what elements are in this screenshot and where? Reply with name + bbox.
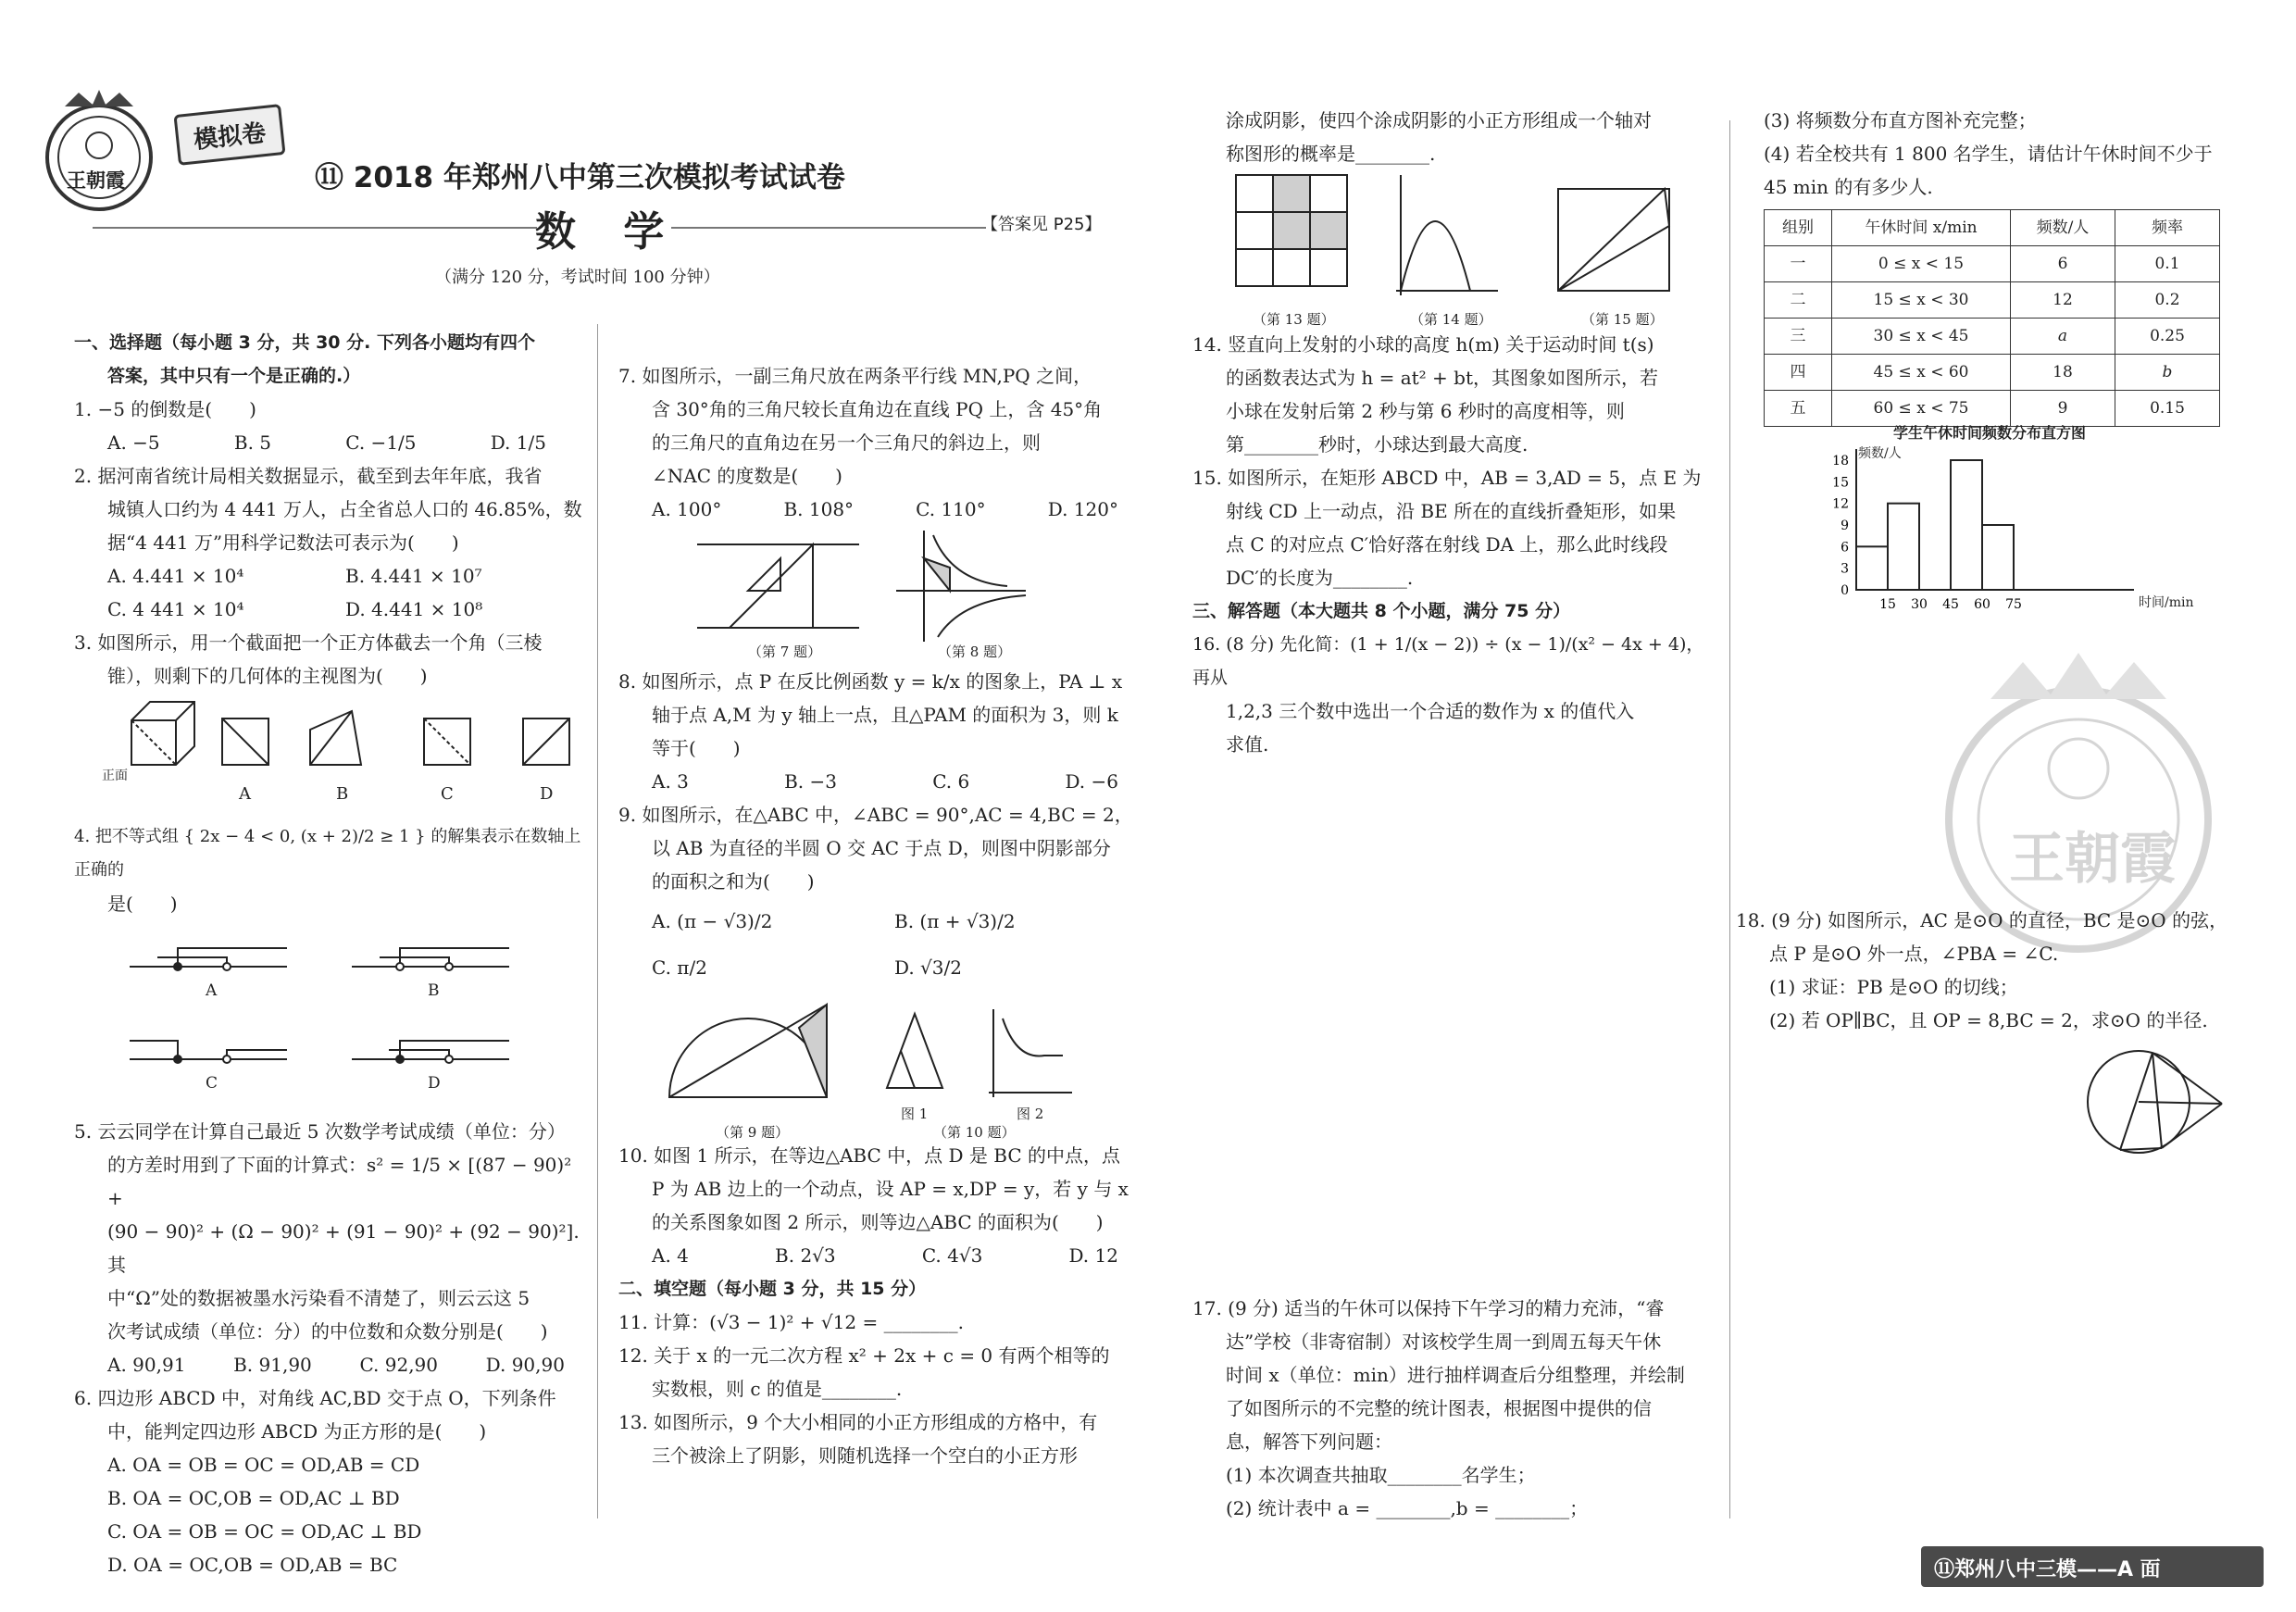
q1-option-d: D. 1/5: [490, 431, 546, 454]
q3-label-d: D: [540, 784, 554, 804]
q10-options: [618, 1239, 1137, 1272]
q9-options: [618, 898, 1137, 991]
q15-line-3: 点 C 的对应点 C′恰好落在射线 DA 上，那么此时线段: [1226, 533, 1668, 556]
histogram-y-tick: 6: [1841, 540, 1849, 556]
table-cell: 二: [1765, 282, 1832, 319]
q14-graph: [1396, 175, 1498, 295]
subject-title: 数 学: [535, 208, 681, 256]
q8-option-b: B. −3: [784, 770, 837, 793]
section-3-title: 三、解答题（本大题共 8 个小题，满分 75 分）: [1192, 601, 1571, 621]
q4-stem-2: 是( ): [107, 893, 178, 915]
subject-rule: [93, 227, 537, 229]
q7-option-c: C. 110°: [916, 498, 986, 520]
table-header: 组别: [1765, 210, 1832, 246]
answer-ref: 【答案见 P25】: [981, 215, 1102, 234]
q3-figures-svg: [74, 693, 583, 785]
q7-options: [618, 493, 1137, 526]
q16-line-3: 求值.: [1226, 733, 1269, 756]
table-header: 午休时间 x/min: [1832, 210, 2011, 246]
q17-part-3: (3) 将频数分布直方图补充完整；: [1764, 109, 2037, 131]
q7-line-3: 的三角尺的直角边在另一个三角尺的斜边上，则: [652, 431, 1041, 454]
q5-option-c: C. 92,90: [359, 1354, 438, 1376]
q3-figures: [74, 693, 583, 785]
q11: 11. 计算：(√3 − 1)² + √12 = ________.: [618, 1311, 964, 1333]
table-cell: 60 ≤ x < 75: [1832, 391, 2011, 427]
column-2: [618, 359, 1137, 1472]
q3-option-b-shape: [310, 711, 361, 765]
q5-options: [74, 1348, 583, 1381]
histogram-y-tick: 3: [1841, 561, 1849, 577]
q9-line-1: 9. 如图所示，在△ABC 中，∠ABC = 90°,AC = 4,BC = 2，: [618, 804, 1133, 826]
q17-line-2: 达”学校（非寄宿制）对该校学生周一到周五每天午休: [1226, 1331, 1662, 1353]
table-header: 频数/人: [2011, 210, 2115, 246]
divider-1: [597, 324, 598, 1518]
q10-option-b: B. 2√3: [775, 1244, 836, 1267]
table-cell: 15 ≤ x < 30: [1832, 282, 2011, 319]
q8-line-1: 8. 如图所示，点 P 在反比例函数 y = k/x 的图象上，PA ⊥ x: [618, 670, 1123, 693]
table-cell: 0.1: [2115, 246, 2220, 282]
table-header-row: [1765, 210, 2220, 246]
q4-label-c: C: [206, 1074, 218, 1093]
badge-text: 模拟卷: [192, 119, 268, 155]
table-cell: 0.25: [2115, 319, 2220, 355]
histogram-bar: [1888, 504, 1919, 590]
q1-option-a: A. −5: [107, 431, 160, 454]
q17-part-4: (4) 若全校共有 1 800 名学生，请估计午休时间不少于: [1764, 143, 2213, 165]
table-cell: 一: [1765, 246, 1832, 282]
section-2-title: 二、填空题（每小题 3 分，共 15 分）: [618, 1279, 927, 1299]
column-4: [1764, 104, 2264, 427]
table-cell: 9: [2011, 391, 2115, 427]
section-1-title-2: 答案，其中只有一个是正确的.）: [107, 366, 361, 386]
q1-option-b: B. 5: [233, 431, 272, 454]
table-row: [1765, 282, 2220, 319]
q9-option-b: B. (π + √3)/2: [894, 910, 1016, 932]
q14-caption: （第 14 题）: [1410, 311, 1492, 328]
table-row: [1765, 355, 2220, 391]
q15-rect: [1558, 189, 1669, 291]
table-cell: 30 ≤ x < 45: [1832, 319, 2011, 355]
q4-label-b: B: [428, 981, 440, 1000]
q15-line-1: 15. 如图所示，在矩形 ABCD 中，AB = 3,AD = 5，点 E 为: [1192, 467, 1702, 489]
q10-option-d: D. 12: [1068, 1244, 1118, 1267]
q7-option-b: B. 108°: [783, 498, 855, 520]
q5-line-5: 次考试成绩（单位：分）的中位数和众数分别是( ): [107, 1320, 548, 1343]
q8-options: [618, 765, 1137, 798]
histogram-xlabel: 时间/min: [2139, 595, 2194, 610]
q13-cont-1: 涂成阴影，使四个涂成阴影的小正方形组成一个轴对: [1226, 109, 1652, 131]
q18-line-2: 点 P 是⊙O 外一点，∠PBA = ∠C.: [1769, 943, 2059, 965]
q2-line-3: 据“4 441 万”用科学记数法可表示为( ): [107, 531, 459, 554]
badge: [173, 104, 285, 166]
q2-option-a: A. 4.441 × 10⁴: [107, 565, 244, 587]
q14-line-2: 的函数表达式为 h = at² + bt，其图象如图所示，若: [1226, 367, 1659, 389]
histogram: [1810, 421, 2199, 620]
histogram-bar: [1982, 525, 2014, 590]
q18-line-1: 18. (9 分) 如图所示，AC 是⊙O 的直径，BC 是⊙O 的弦，: [1736, 909, 2228, 931]
q1-stem: 1. −5 的倒数是( ): [74, 398, 256, 420]
q13-q15-figures-svg: [1192, 170, 1711, 309]
q13-q15-figures: [1192, 170, 1711, 328]
q18-block: [1736, 904, 2264, 1037]
q10-caption: （第 10 题）: [933, 1124, 1016, 1141]
q6-option-c: C. OA = OB = OC = OD,AC ⊥ BD: [107, 1520, 422, 1543]
q7-q8-figures-svg: [618, 526, 1137, 646]
q4-number-lines: [74, 920, 583, 1115]
q17-line-4: 了如图所示的不完整的统计图表，根据图中提供的信: [1226, 1397, 1652, 1419]
q5-line-2: 的方差时用到了下面的计算式：s² = 1/5 × [(87 − 90)² +: [107, 1154, 572, 1209]
histogram-y-tick: 18: [1832, 454, 1849, 469]
q3-label-a: A: [239, 784, 251, 804]
q8-option-d: D. −6: [1065, 770, 1118, 793]
q7-line-2: 含 30°角的三角尺较长直角边在直线 PQ 上，含 45°角: [652, 398, 1103, 420]
q17-line-3: 时间 x（单位：min）进行抽样调查后分组整理，并绘制: [1226, 1364, 1685, 1386]
q18-part-2: (2) 若 OP∥BC，且 OP = 8,BC = 2，求⊙O 的半径.: [1769, 1009, 2208, 1031]
q2-options: [74, 559, 583, 626]
q2-line-2: 城镇人口约为 4 441 万人，占全省总人口的 46.85%，数: [107, 498, 582, 520]
q10-figure-2: [989, 1009, 1072, 1097]
exam-number: ⑪: [315, 161, 343, 194]
logo: [37, 88, 162, 213]
q18-part-1: (1) 求证：PB 是⊙O 的切线；: [1769, 976, 2018, 998]
divider-2: [1729, 120, 1730, 1518]
q6-option-a: A. OA = OB = OC = OD,AB = CD: [107, 1454, 420, 1476]
q5-option-b: B. 91,90: [233, 1354, 312, 1376]
q8-line-2: 轴于点 A,M 为 y 轴上一点，且△PAM 的面积为 3，则 k: [652, 704, 1118, 726]
table-cell: 0.2: [2115, 282, 2220, 319]
q9-line-3: 的面积之和为( ): [652, 870, 815, 893]
q7-line-4: ∠NAC 的度数是( ): [652, 465, 842, 487]
histogram-x-tick: 75: [2005, 597, 2022, 612]
table-cell: 45 ≤ x < 60: [1832, 355, 2011, 391]
q3-front-label: 正面: [102, 769, 128, 783]
q9-line-2: 以 AB 为直径的半圆 O 交 AC 于点 D，则图中阴影部分: [652, 837, 1111, 859]
histogram-bar: [1856, 546, 1888, 590]
q3-labels: [74, 785, 583, 813]
q15-line-4: DC′的长度为________.: [1226, 567, 1414, 589]
histogram-y-tick: 15: [1832, 475, 1849, 491]
watermark-text: 王朝霞: [2009, 827, 2176, 892]
q17-block: [1192, 1292, 1711, 1525]
table-cell: 6: [2011, 246, 2115, 282]
q4-line-c: [130, 1041, 287, 1063]
q17-part-2: (2) 统计表中 a = ________,b = ________；: [1226, 1497, 1589, 1519]
q3-cube: [131, 702, 194, 765]
q9-figure: [669, 1005, 827, 1097]
q13-grid: [1236, 175, 1347, 286]
q16-line-1: 16. (8 分) 先化简：(1 + 1/(x − 2)) ÷ (x − 1)/(x² − 4x + 4)，再从: [1192, 634, 1704, 688]
q9-option-a: A. (π − √3)/2: [652, 910, 773, 932]
q1-option-c: C. −1/5: [345, 431, 417, 454]
footer-bar: [1921, 1546, 2264, 1587]
q9-q10-figures-svg: [618, 991, 1137, 1120]
subject-rule-right: [671, 227, 986, 229]
q14-line-4: 第________秒时，小球达到最大高度.: [1226, 433, 1529, 456]
q13-caption: （第 13 题）: [1253, 311, 1335, 328]
q5-option-d: D. 90,90: [485, 1354, 565, 1376]
exam-title: [315, 154, 845, 195]
q9-option-c: C. π/2: [652, 956, 707, 979]
q4-stem: 4. 把不等式组 { 2x − 4 < 0, (x + 2)/2 ≥ 1 } 的解集表示在数轴上正确的: [74, 827, 581, 880]
q9-option-d: D. √3/2: [894, 956, 962, 979]
histogram-y-tick: 9: [1841, 519, 1849, 533]
q4-label-d: D: [428, 1074, 441, 1093]
q7-figure: [697, 544, 859, 628]
q5-line-3: (90 − 90)² + (Ω − 90)² + (91 − 90)² + (92 − 90)²]. 其: [107, 1220, 580, 1276]
q8-option-a: A. 3: [652, 770, 689, 793]
histogram-x-tick: 60: [1974, 597, 1990, 612]
q12-line-1: 12. 关于 x 的一元二次方程 x² + 2x + c = 0 有两个相等的: [618, 1344, 1110, 1367]
q18-figure-svg: [2074, 1037, 2240, 1167]
q2-option-b: B. 4.441 × 10⁷: [345, 565, 482, 587]
q7-line-1: 7. 如图所示，一副三角尺放在两条平行线 MN,PQ 之间，: [618, 365, 1092, 387]
q6-option-b: B. OA = OC,OB = OD,AC ⊥ BD: [107, 1487, 400, 1509]
q17-line-5: 息，解答下列问题：: [1226, 1431, 1392, 1453]
q13-line-1: 13. 如图所示，9 个大小相同的小正方形组成的方格中，有: [618, 1411, 1098, 1433]
q10-option-c: C. 4√3: [921, 1244, 983, 1267]
q13-line-2: 三个被涂上了阴影，则随机选择一个空白的小正方形: [652, 1444, 1078, 1467]
footer-label: ⑪郑州八中三模——A 面: [1934, 1558, 2161, 1581]
histogram-title: 学生午休时间频数分布直方图: [1893, 424, 2087, 442]
q10-figure-1: [887, 1014, 942, 1088]
q8-caption: （第 8 题）: [938, 644, 1012, 660]
q2-option-c: C. 4 441 × 10⁴: [107, 598, 244, 620]
section-1-title: 一、选择题（每小题 3 分，共 30 分. 下列各小题均有四个: [74, 332, 535, 353]
q8-option-c: C. 6: [932, 770, 970, 793]
table-row: [1765, 246, 2220, 282]
q17-part-4-cont: 45 min 的有多少人.: [1764, 176, 1933, 198]
q12-line-2: 实数根，则 c 的值是________.: [652, 1378, 903, 1400]
q1-options: [74, 426, 583, 459]
column-3: [1192, 104, 1711, 761]
q15-caption: （第 15 题）: [1581, 311, 1664, 328]
q4-number-lines-svg: [74, 920, 583, 1115]
table-cell: 三: [1765, 319, 1832, 355]
table-cell: b: [2115, 355, 2220, 391]
q5-option-a: A. 90,91: [107, 1354, 186, 1376]
table-cell: 0.15: [2115, 391, 2220, 427]
q3-label-b: B: [336, 784, 349, 804]
q17-line-1: 17. (9 分) 适当的午休可以保持下午学习的精力充沛，“睿: [1192, 1297, 1665, 1319]
histogram-y-tick: 12: [1832, 496, 1849, 512]
table-cell: a: [2011, 319, 2115, 355]
frequency-table: [1764, 209, 2220, 427]
q7-caption: （第 7 题）: [748, 644, 822, 660]
histogram-bar: [1951, 460, 1982, 590]
q4-line-d: [352, 1041, 509, 1063]
q14-line-3: 小球在发射后第 2 秒与第 6 秒时的高度相等，则: [1226, 400, 1625, 422]
table-row: [1765, 319, 2220, 355]
q16-line-2: 1,2,3 三个数中选出一个合适的数作为 x 的值代入: [1226, 700, 1635, 722]
table-cell: 18: [2011, 355, 2115, 391]
title-text: 2018 年郑州八中第三次模拟考试试卷: [353, 161, 845, 194]
table-cell: 0 ≤ x < 15: [1832, 246, 2011, 282]
q13-cont-2: 称图形的概率是________.: [1226, 143, 1436, 165]
histogram-x-tick: 30: [1911, 597, 1928, 612]
q18-figure: [2074, 1037, 2240, 1167]
q4-line-b: [352, 948, 509, 970]
q7-q8-figures: [618, 526, 1137, 665]
q9-q10-figures: [618, 991, 1137, 1139]
q10-fig2-caption: 图 2: [1017, 1106, 1044, 1122]
q6-line-2: 中，能判定四边形 ABCD 为正方形的是( ): [107, 1420, 487, 1443]
histogram-y-tick: 0: [1841, 583, 1849, 598]
q7-option-a: A. 100°: [652, 498, 722, 520]
q10-line-2: P 为 AB 边上的一个动点，设 AP = x,DP = y，若 y 与 x: [652, 1178, 1129, 1200]
q10-line-3: 的关系图象如图 2 所示，则等边△ABC 的面积为( ): [652, 1211, 1104, 1233]
q2-line-1: 2. 据河南省统计局相关数据显示，截至到去年年底，我省: [74, 465, 543, 487]
q5-line-4: 中“Ω”处的数据被墨水污染看不清楚了，则云云这 5: [107, 1287, 530, 1309]
q5-line-1: 5. 云云同学在计算自己最近 5 次数学考试成绩（单位：分）: [74, 1120, 566, 1143]
q6-line-1: 6. 四边形 ABCD 中，对角线 AC,BD 交于点 O，下列条件: [74, 1387, 556, 1409]
table-header: 频率: [2115, 210, 2220, 246]
column-1: [74, 326, 583, 1581]
q4-line-a: [130, 948, 287, 970]
q3-line-1: 3. 如图所示，用一个截面把一个正方体截去一个角（三棱: [74, 631, 543, 654]
q8-line-3: 等于( ): [652, 737, 741, 759]
histogram-x-tick: 45: [1942, 597, 1959, 612]
table-cell: 四: [1765, 355, 1832, 391]
q7-option-d: D. 120°: [1047, 498, 1118, 520]
q3-line-2: 锥），则剩下的几何体的主视图为( ): [107, 665, 428, 687]
q8-figure: [896, 531, 1026, 642]
q10-fig1-caption: 图 1: [901, 1106, 929, 1122]
q3-label-c: C: [441, 784, 454, 804]
histogram-ylabel: 频数/人: [1858, 446, 1902, 461]
q9-caption: （第 9 题）: [716, 1124, 790, 1141]
q6-option-d: D. OA = OC,OB = OD,AB = BC: [107, 1554, 398, 1576]
q15-line-2: 射线 CD 上一动点，沿 BE 所在的直线折叠矩形，如果: [1226, 500, 1677, 522]
q10-option-a: A. 4: [652, 1244, 689, 1267]
subtitle: （满分 120 分，考试时间 100 分钟）: [435, 268, 720, 287]
logo-text: 王朝霞: [67, 169, 125, 192]
table-cell: 12: [2011, 282, 2115, 319]
histogram-x-tick: 15: [1879, 597, 1896, 612]
q2-option-d: D. 4.441 × 10⁸: [345, 598, 483, 620]
q4-label-a: A: [206, 981, 218, 1000]
table-cell: 五: [1765, 391, 1832, 427]
q14-line-1: 14. 竖直向上发射的小球的高度 h(m) 关于运动时间 t(s): [1192, 333, 1654, 356]
q10-line-1: 10. 如图 1 所示，在等边△ABC 中，点 D 是 BC 的中点，点: [618, 1144, 1120, 1167]
q17-part-1: (1) 本次调查共抽取________名学生；: [1226, 1464, 1536, 1486]
